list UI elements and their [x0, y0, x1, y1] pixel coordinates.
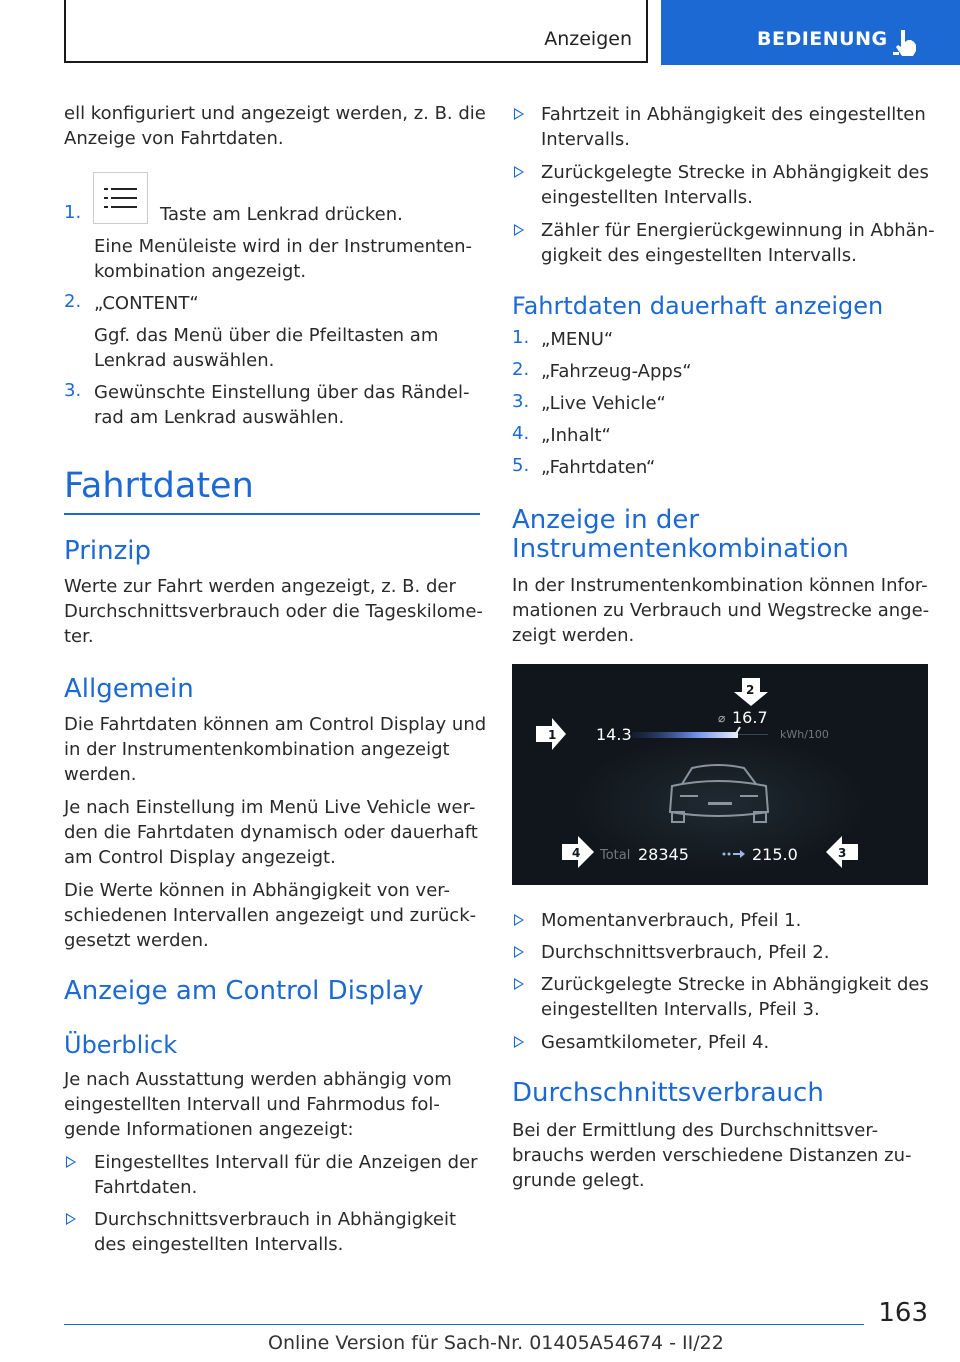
bullet-line: Fahrtzeit in Abhängigkeit des eingestellten — [541, 104, 926, 125]
trip-distance-value: 215.0 — [752, 845, 798, 864]
allgemein-p3-line-1: Die Werte können in Abhängigkeit von ver- — [64, 880, 451, 901]
menu-path-item: „Fahrtdaten“ — [541, 457, 656, 478]
step-number: 3. — [64, 380, 82, 401]
consumption-unit: kWh/100 — [780, 728, 829, 741]
allgemein-p2-line-2: den die Fahrtdaten dynamisch oder dauerhaft — [64, 822, 478, 843]
bullet-line: Gesamtkilometer, Pfeil 4. — [541, 1032, 770, 1053]
header-section-box — [64, 0, 648, 63]
bullet-line: gigkeit des eingestellten Intervalls. — [541, 245, 857, 266]
bullet-line: Zurückgelegte Strecke in Abhängigkeit des — [541, 162, 929, 183]
bullet-triangle-icon — [514, 166, 524, 178]
step-3-text: Gewünschte Einstellung über das Rändel- — [94, 382, 470, 403]
step-number: 4. — [512, 423, 530, 444]
step-2-detail-1: Ggf. das Menü über die Pfeiltasten am — [94, 325, 439, 346]
bullet-triangle-icon — [66, 1156, 76, 1168]
step-number: 2. — [512, 359, 530, 380]
bullet-line: Intervalls. — [541, 129, 631, 150]
allgemein-p3-line-2: schiedenen Intervallen angezeigt und zurück- — [64, 905, 477, 926]
step-3-detail-1: rad am Lenkrad auswählen. — [94, 407, 345, 428]
bullet-triangle-icon — [514, 108, 524, 120]
intro-line-1: ell konfiguriert und angezeigt werden, z. B. die — [64, 103, 486, 124]
allgemein-p1-line-2: in der Instrumentenkombination angezeigt — [64, 739, 450, 760]
average-symbol: ⌀ — [718, 711, 726, 725]
step-number: 3. — [512, 391, 530, 412]
heading-ik-line-2: Instrumentenkombination — [512, 534, 849, 564]
total-label: Total — [600, 848, 631, 863]
instrument-cluster-graphic — [512, 664, 928, 885]
menu-path-item: „Fahrzeug-Apps“ — [541, 361, 692, 382]
ueberblick-line-2: eingestellten Intervall und Fahrmodus fol- — [64, 1094, 440, 1115]
allgemein-p2-line-1: Je nach Einstellung im Menü Live Vehicle wer- — [64, 797, 476, 818]
allgemein-p1-line-1: Die Fahrtdaten können am Control Display und — [64, 714, 487, 735]
section-title-fahrtdaten: Fahrtdaten — [64, 466, 254, 506]
bullet-line: des eingestellten Intervalls. — [94, 1234, 344, 1255]
ik-text-line-3: zeigt werden. — [512, 625, 635, 646]
consumption-bar — [632, 732, 738, 738]
step-number: 5. — [512, 455, 530, 476]
step-1-detail-1: Eine Menüleiste wird in der Instrumenten- — [94, 236, 473, 257]
hand-pointer-icon — [893, 28, 919, 56]
dv-text-line-2: brauchs werden verschiedene Distanzen zu- — [512, 1145, 912, 1166]
bullet-line: Zähler für Energierückgewinnung in Abhän- — [541, 220, 935, 241]
ik-text-line-2: mationen zu Verbrauch und Wegstrecke ange- — [512, 600, 930, 621]
current-consumption-value: 14.3 — [596, 725, 632, 744]
step-number: 2. — [64, 291, 82, 312]
dv-text-line-1: Bei der Ermittlung des Durchschnittsver- — [512, 1120, 879, 1141]
header-chapter-tab[interactable] — [661, 0, 960, 65]
bullet-triangle-icon — [514, 946, 524, 958]
bullet-triangle-icon — [514, 978, 524, 990]
bullet-triangle-icon — [514, 1036, 524, 1048]
dv-text-line-3: grunde gelegt. — [512, 1170, 645, 1191]
arrow-4-label: 4 — [572, 846, 581, 860]
step-number: 1. — [64, 202, 82, 223]
heading-durchschnittsverbrauch: Durchschnittsverbrauch — [512, 1078, 824, 1108]
step-2-detail-2: Lenkrad auswählen. — [94, 350, 275, 371]
arrow-2-label: 2 — [746, 683, 755, 697]
header-section-label: Anzeigen — [544, 28, 632, 50]
menu-key-icon — [93, 172, 148, 224]
bullet-line: Fahrtdaten. — [94, 1177, 198, 1198]
footer-rule — [64, 1324, 864, 1325]
prinzip-line-3: ter. — [64, 626, 94, 647]
bullet-triangle-icon — [514, 914, 524, 926]
step-1-detail-2: kombination angezeigt. — [94, 261, 307, 282]
instrument-cluster-image — [512, 664, 928, 885]
allgemein-p1-line-3: werden. — [64, 764, 137, 785]
step-number: 1. — [512, 327, 530, 348]
bullet-line: Durchschnittsverbrauch, Pfeil 2. — [541, 942, 830, 963]
ueberblick-line-3: gende Informationen angezeigt: — [64, 1119, 354, 1140]
bullet-line: Zurückgelegte Strecke in Abhängigkeit des — [541, 974, 929, 995]
bullet-triangle-icon — [514, 224, 524, 236]
page-number: 163 — [878, 1298, 928, 1328]
heading-ueberblick: Überblick — [64, 1031, 178, 1059]
step-2-text: „CONTENT“ — [94, 293, 199, 314]
arrow-1-label: 1 — [548, 728, 557, 742]
ik-text-line-1: In der Instrumentenkombination können Infor- — [512, 575, 928, 596]
allgemein-p2-line-3: am Control Display angezeigt. — [64, 847, 336, 868]
bullet-line: Eingestelltes Intervall für die Anzeigen der — [94, 1152, 478, 1173]
prinzip-line-1: Werte zur Fahrt werden angezeigt, z. B. der — [64, 576, 456, 597]
bullet-triangle-icon — [66, 1213, 76, 1225]
heading-ik-line-1: Anzeige in der — [512, 505, 700, 535]
bullet-line: Momentanverbrauch, Pfeil 1. — [541, 910, 802, 931]
bullet-line: eingestellten Intervalls. — [541, 187, 753, 208]
menu-path-item: „Inhalt“ — [541, 425, 611, 446]
bullet-line: eingestellten Intervalls, Pfeil 3. — [541, 999, 820, 1020]
heading-dauerhaft: Fahrtdaten dauerhaft anzeigen — [512, 292, 884, 320]
heading-control-display: Anzeige am Control Display — [64, 976, 424, 1006]
footer-online-version: Online Version für Sach-Nr. 01405A54674 - II/22 — [268, 1332, 724, 1354]
intro-line-2: Anzeige von Fahrtdaten. — [64, 128, 284, 149]
allgemein-p3-line-3: gesetzt werden. — [64, 930, 209, 951]
section-rule — [64, 513, 480, 515]
average-consumption-value: 16.7 — [732, 708, 768, 727]
menu-path-item: „MENU“ — [541, 329, 614, 350]
ueberblick-line-1: Je nach Ausstattung werden abhängig vom — [64, 1069, 452, 1090]
header-chapter-label: BEDIENUNG — [757, 28, 888, 50]
arrow-3-label: 3 — [838, 846, 847, 860]
prinzip-line-2: Durchschnittsverbrauch oder die Tageskilome- — [64, 601, 483, 622]
heading-prinzip: Prinzip — [64, 536, 151, 566]
menu-path-item: „Live Vehicle“ — [541, 393, 666, 414]
heading-allgemein: Allgemein — [64, 674, 194, 704]
bullet-line: Durchschnittsverbrauch in Abhängigkeit — [94, 1209, 457, 1230]
step-1-text: Taste am Lenkrad drücken. — [160, 204, 403, 225]
total-km-value: 28345 — [638, 845, 689, 864]
